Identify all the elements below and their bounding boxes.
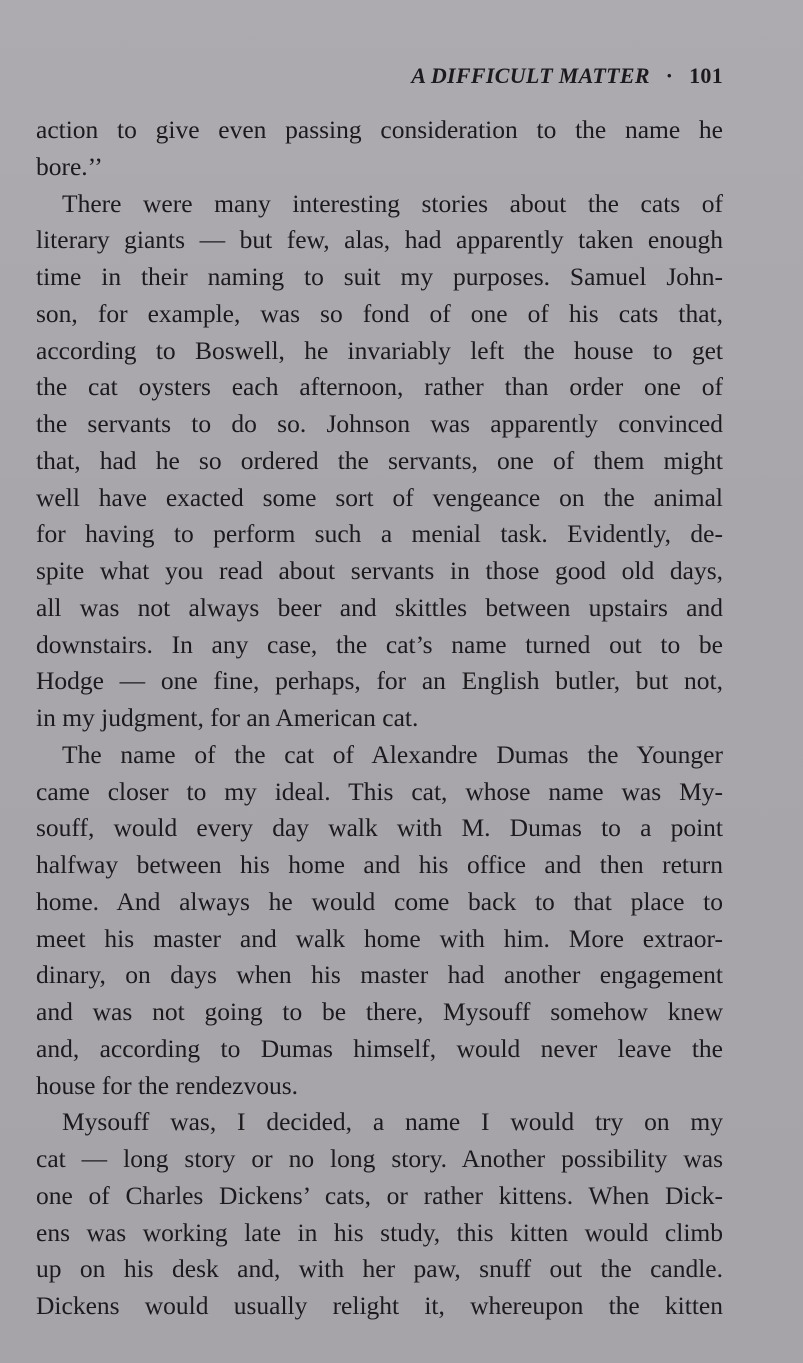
text-line: and was not going to be there, Mysouff somehow knew xyxy=(36,997,723,1026)
text-line: in my judgment, for an American cat. xyxy=(36,703,419,732)
text-line: home. And always he would come back to that place to xyxy=(36,886,723,916)
text-line: for having to perform such a menial task. Evidently, de- xyxy=(36,519,723,549)
text-line: all was not always beer and skittles between upstairs and xyxy=(36,592,723,622)
text-line: action to give even passing consideration to the name he xyxy=(36,115,723,144)
header-separator: · xyxy=(665,63,674,88)
text-line: that, had he so ordered the servants, one of them might xyxy=(36,445,723,475)
text-line: well have exacted some sort of vengeance on the animal xyxy=(36,482,723,512)
text-line: time in their naming to suit my purposes. Samuel John- xyxy=(36,262,723,291)
text-line: ens was working late in his study, this kitten would climb xyxy=(36,1217,723,1247)
text-line: the cat oysters each afternoon, rather than order one of xyxy=(36,372,723,402)
text-line: according to Boswell, he invariably left the house to get xyxy=(36,335,723,365)
text-line: cat — long story or no long story. Another possibility was xyxy=(36,1144,723,1173)
text-line: house for the rendezvous. xyxy=(36,1070,298,1100)
body-text xyxy=(36,112,723,1325)
text-line: souff, would every day walk with M. Dumas to a point xyxy=(36,813,723,843)
text-line: The name of the cat of Alexandre Dumas the Younger xyxy=(62,739,723,769)
text-line: Dickens would usually relight it, whereupon the kitten xyxy=(36,1291,723,1320)
text-line: bore.’’ xyxy=(36,151,103,181)
page-number: 101 xyxy=(689,63,723,88)
text-line: and, according to Dumas himself, would never leave the xyxy=(36,1033,723,1063)
text-line: came closer to my ideal. This cat, whose name was My- xyxy=(36,776,723,806)
text-line: dinary, on days when his master had another engagement xyxy=(36,960,723,990)
text-line: There were many interesting stories about the cats of xyxy=(62,188,723,218)
text-line: Hodge — one fine, perhaps, for an English butler, but not, xyxy=(36,666,723,696)
text-line: spite what you read about servants in those good old days, xyxy=(36,556,723,585)
text-line: son, for example, was so fond of one of his cats that, xyxy=(36,298,723,328)
text-line: halfway between his home and his office and then return xyxy=(36,850,723,879)
text-line: meet his master and walk home with him. More extraor- xyxy=(36,923,723,953)
text-line: literary giants — but few, alas, had apparently taken enough xyxy=(36,225,723,255)
text-line: one of Charles Dickens’ cats, or rather kittens. When Dick- xyxy=(36,1180,723,1210)
chapter-title: A DIFFICULT MATTER xyxy=(411,63,650,88)
text-line: up on his desk and, with her paw, snuff out the candle. xyxy=(36,1254,723,1284)
text-line: downstairs. In any case, the cat’s name turned out to be xyxy=(36,629,723,659)
text-line: Mysouff was, I decided, a name I would try on my xyxy=(62,1107,723,1137)
running-head xyxy=(411,63,723,89)
text-line: the servants to do so. Johnson was apparently convinced xyxy=(36,409,723,438)
